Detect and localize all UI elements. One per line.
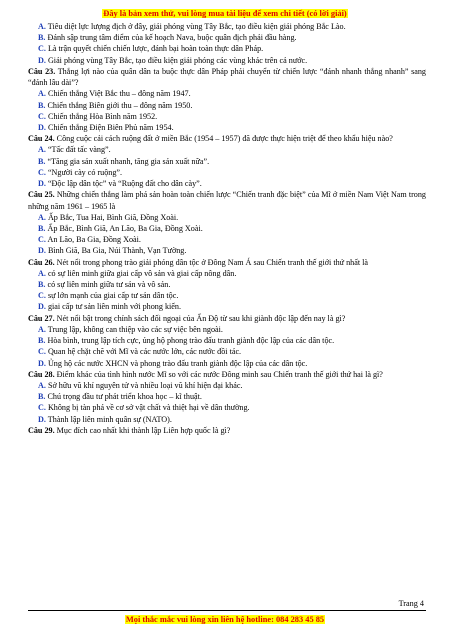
- option-label: A.: [38, 381, 46, 390]
- question-stem: [28, 313, 426, 324]
- option-label: C.: [38, 111, 46, 121]
- option-label: C.: [38, 44, 46, 54]
- option-text: Ấp Bắc, Tua Hai, Bình Giã, Đồng Xoài.: [47, 212, 179, 222]
- option-text: Hòa bình, trung lập tích cực, ủng hộ phong trào đấu tranh giành độc lập của các dân tộc.: [47, 336, 335, 346]
- option-text: “Tấc đất tấc vàng”.: [47, 145, 111, 155]
- page-number: Trang 4: [398, 599, 424, 608]
- hotline-footer-text: Mọi thắc mắc vui lòng xin liên hệ hotline: 084 283 45 85: [125, 615, 325, 624]
- answer-option: [28, 279, 426, 290]
- answer-option: [28, 32, 426, 43]
- question-text: Nét nổi bật trong chính sách đối ngoại của Ấn Độ từ sau khi giành độc lập đến nay là gì?: [56, 313, 346, 323]
- answer-option: [28, 346, 426, 357]
- answer-option: [28, 324, 426, 335]
- answer-option: [28, 100, 426, 111]
- question-stem: [28, 133, 426, 144]
- previous-question-options: [28, 21, 426, 66]
- option-label: D.: [38, 246, 46, 256]
- question-stem: [28, 66, 426, 88]
- document-body: [28, 21, 426, 436]
- option-text: có sự liên minh giữa tư sản và vô sản.: [47, 280, 171, 290]
- answer-option: [28, 21, 426, 32]
- question-number: Câu 25.: [28, 190, 55, 200]
- question-text: Những chiến thắng làm phá sản hoàn toàn chiến lược “Chiến tranh đặc biệt” của Mĩ ở miền Nam Việt Nam trong những năm 1961 – 1965 là: [28, 190, 426, 211]
- answer-option: [28, 245, 426, 256]
- answer-option: [28, 290, 426, 301]
- option-text: Trung lập, không can thiệp vào các sự việc bên ngoài.: [47, 324, 223, 334]
- option-label: D.: [38, 55, 46, 65]
- hotline-footer: [0, 615, 450, 624]
- option-label: B.: [38, 280, 46, 290]
- option-text: An Lão, Ba Gia, Đồng Xoài.: [47, 235, 141, 245]
- option-label: B.: [38, 336, 46, 346]
- question-list: [28, 66, 426, 436]
- option-label: D.: [38, 358, 46, 368]
- option-label: B.: [38, 100, 46, 110]
- question-number: Câu 27.: [28, 313, 55, 323]
- question-text: Công cuộc cải cách ruộng đất ở miền Bắc (1954 – 1957) đã được thực hiện triệt để theo khẩu hiệu nào?: [56, 134, 393, 144]
- option-label: C.: [38, 403, 46, 413]
- option-label: C.: [38, 291, 46, 301]
- option-label: D.: [38, 414, 46, 424]
- answer-option: [28, 43, 426, 54]
- answer-option: [28, 88, 426, 99]
- option-label: A.: [38, 22, 46, 31]
- footer-divider: [28, 610, 426, 611]
- option-label: B.: [38, 392, 46, 402]
- option-label: A.: [38, 212, 46, 222]
- question-number: Câu 28.: [28, 369, 55, 379]
- question-stem: [28, 189, 426, 211]
- answer-option: [28, 358, 426, 369]
- option-text: Đánh sập trung tâm điểm của kế hoạch Nava, buộc quân địch phải đầu hàng.: [47, 33, 297, 43]
- option-label: A.: [38, 89, 46, 99]
- option-text: “Độc lập dân tộc” và “Ruộng đất cho dân cày”.: [47, 179, 202, 189]
- option-text: Ấp Bắc, Bình Giã, An Lão, Ba Gia, Đồng Xoài.: [47, 223, 203, 233]
- question-stem: [28, 425, 426, 436]
- option-text: Chú trọng đầu tư phát triển khoa học – kĩ thuật.: [47, 392, 202, 402]
- option-label: C.: [38, 347, 46, 357]
- option-text: Thành lập liên minh quân sự (NATO).: [47, 414, 172, 424]
- answer-option: [28, 167, 426, 178]
- answer-option: [28, 301, 426, 312]
- option-text: Tiêu diệt lực lượng địch ở đây, giải phóng vùng Tây Bắc, tạo điều kiện giải phóng Bắc Lào.: [47, 22, 346, 31]
- option-label: D.: [38, 179, 46, 189]
- question-text: Mục đích cao nhất khi thành lập Liên hợp quốc là gì?: [56, 425, 231, 435]
- question-block: [28, 66, 426, 133]
- option-label: A.: [38, 268, 46, 278]
- option-label: C.: [38, 235, 46, 245]
- question-number: Câu 23.: [28, 66, 56, 76]
- answer-option: [28, 212, 426, 223]
- question-number: Câu 26.: [28, 257, 55, 267]
- option-label: A.: [38, 324, 46, 334]
- question-block: [28, 369, 426, 425]
- option-text: giai cấp tư sản liên minh với phong kiến.: [47, 302, 181, 312]
- question-number: Câu 24.: [28, 134, 55, 144]
- option-text: Quan hệ chặt chẽ với Mĩ và các nước lớn, các nước đồi tác.: [47, 347, 242, 357]
- option-label: C.: [38, 167, 46, 177]
- question-block: [28, 313, 426, 369]
- answer-option: [28, 156, 426, 167]
- question-block: [28, 133, 426, 189]
- answer-option: [28, 178, 426, 189]
- answer-option: [28, 268, 426, 279]
- option-text: Ủng hộ các nước XHCN và phong trào đấu tranh giành độc lập của các dân tộc.: [47, 358, 308, 368]
- option-text: Chiến thắng Điện Biên Phủ năm 1954.: [47, 122, 174, 132]
- option-text: Chiến thắng Việt Bắc thu – đông năm 1947.: [47, 89, 191, 99]
- answer-option: [28, 335, 426, 346]
- question-text: Nét nổi trong phong trào giải phóng dân tộc ở Đông Nam Á sau Chiến tranh thế giới thứ nhất là: [56, 257, 368, 267]
- question-block: [28, 189, 426, 256]
- option-label: B.: [38, 223, 46, 233]
- option-text: “Người cày có ruộng”.: [47, 167, 123, 177]
- option-text: Sở hữu vũ khí nguyên tử và nhiều loại vũ khí hiện đại khác.: [47, 381, 243, 390]
- question-number: Câu 29.: [28, 425, 55, 435]
- option-label: B.: [38, 33, 46, 43]
- answer-option: [28, 55, 426, 66]
- option-text: “Tăng gia sản xuất nhanh, tăng gia sản xuất nữa”.: [47, 156, 210, 166]
- option-label: A.: [38, 145, 46, 155]
- answer-option: [28, 122, 426, 133]
- option-text: Không bị tàn phá về cơ sở vật chất và thiệt hại về dân thường.: [47, 403, 250, 413]
- option-text: sự lớn mạnh của giai cấp tư sản dân tộc.: [47, 291, 179, 301]
- preview-banner-text: Đây là bản xem thử, vui lòng mua tài liệu để xem chi tiết (có lời giải): [103, 9, 347, 18]
- option-text: Là trận quyết chiến chiến lược, đánh bại hoàn toàn thực dân Pháp.: [47, 44, 264, 54]
- answer-option: [28, 234, 426, 245]
- question-text: Thắng lợi nào của quân dân ta buộc thực dân Pháp phải chuyển từ chiến lược “đánh nhanh thắng nhanh” sang “đánh lâu dài”?: [28, 66, 426, 88]
- answer-option: [28, 223, 426, 234]
- question-block: [28, 257, 426, 313]
- option-label: D.: [38, 122, 46, 132]
- option-text: có sự liên minh giữa giai cấp vô sản và giai cấp nông dân.: [47, 268, 237, 278]
- answer-option: [28, 380, 426, 391]
- option-label: B.: [38, 156, 46, 166]
- option-text: Chiến thắng Hòa Bình năm 1952.: [47, 111, 158, 121]
- answer-option: [28, 414, 426, 425]
- question-stem: [28, 369, 426, 380]
- answer-option: [28, 402, 426, 413]
- option-label: D.: [38, 302, 46, 312]
- answer-option: [28, 111, 426, 122]
- answer-option: [28, 144, 426, 155]
- question-block: [28, 425, 426, 436]
- option-text: Giải phóng vùng Tây Bắc, tạo điều kiện giải phóng các vùng khác trên cả nước.: [47, 55, 308, 65]
- question-text: Điểm khác của tình hình nước Mĩ so với các nước Đông minh sau Chiến tranh thế giới thứ hai là gì?: [56, 369, 383, 379]
- question-stem: [28, 257, 426, 268]
- answer-option: [28, 391, 426, 402]
- option-text: Bình Giã, Ba Gia, Núi Thành, Vạn Tường.: [47, 246, 187, 256]
- option-text: Chiến thắng Biên giới thu – đông năm 1950.: [47, 100, 193, 110]
- preview-banner: [0, 9, 450, 18]
